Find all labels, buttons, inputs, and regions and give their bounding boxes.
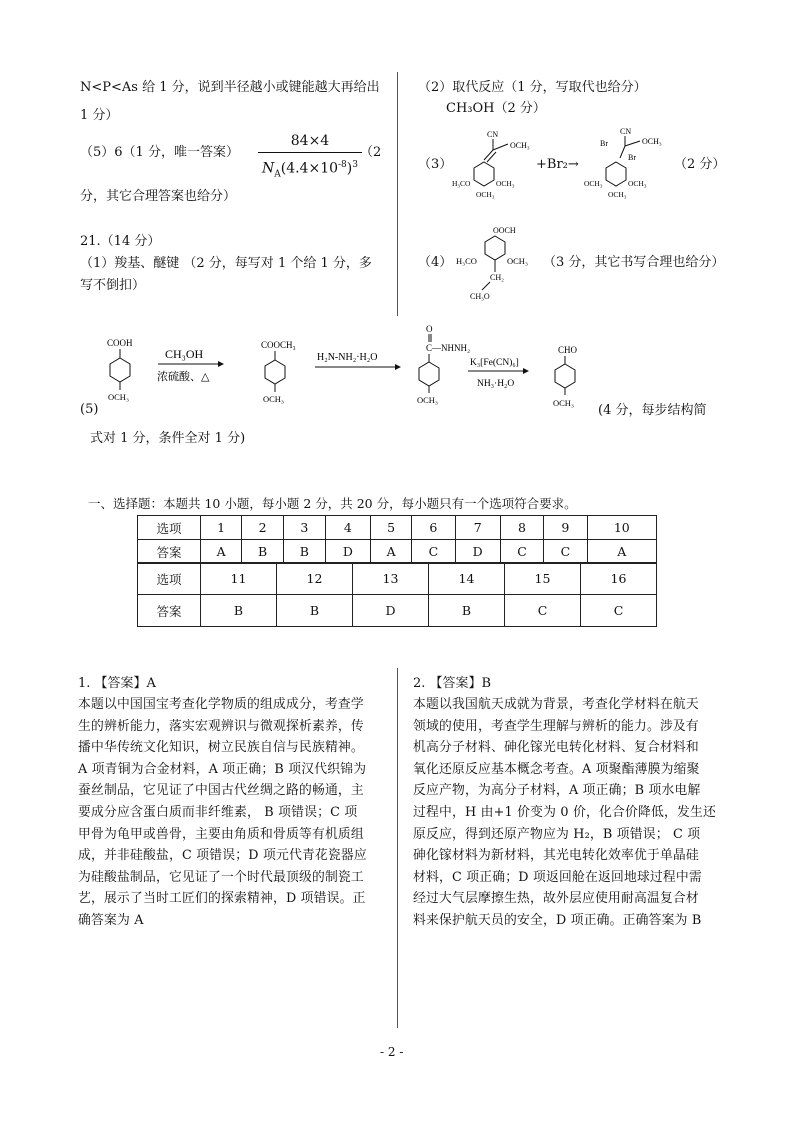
formula-denominator xyxy=(258,155,362,184)
table-cell: C xyxy=(500,540,543,564)
q3-label: （3） xyxy=(418,157,453,172)
table-cell: 4 xyxy=(325,516,370,540)
table-cell: C xyxy=(505,595,581,627)
reactant-cn: CN xyxy=(487,130,499,139)
table-cell: A xyxy=(201,540,242,564)
table-cell: B xyxy=(201,595,277,627)
q4-ch3o: CH₃O xyxy=(470,292,490,301)
q4-score: （3 分，其它书写合理也给分） xyxy=(543,255,725,270)
product-och3-bottom: OCH₃ xyxy=(608,190,627,199)
q21-title: 21.（14 分） xyxy=(80,234,161,249)
answer2-line: 料来保护航天员的安全，D 项正确。正确答案为 B xyxy=(413,912,702,928)
formula-na-sub: A xyxy=(274,169,281,180)
answer1-line: 甲骨为龟甲或兽骨，主要由角质和骨质等有机质组 xyxy=(78,826,364,842)
page-number: - 2 - xyxy=(380,1045,404,1059)
formula-numerator: 84×4 xyxy=(290,133,330,149)
route-reagent2-top: H₂N-NH₂·H₂O xyxy=(317,352,378,363)
answer1-line: 确答案为 A xyxy=(78,912,144,928)
answer1-body xyxy=(78,694,390,932)
q2-answer-b: CH₃OH（2 分） xyxy=(446,101,546,116)
answer-table-top xyxy=(137,515,657,564)
table-cell: 15 xyxy=(505,563,581,595)
answer1-line: 播中华传统文化知识，树立民族自信与民族精神。 xyxy=(78,740,364,756)
answer2-line: 砷化镓材料为新材料，其光电转化效率优于单晶硅 xyxy=(413,848,699,864)
route-cooch3-label: COOCH₃ xyxy=(261,340,296,350)
route-mol-cooh xyxy=(107,338,133,402)
table-cell: 13 xyxy=(353,563,429,595)
product-h3co: OCH₃ xyxy=(584,179,603,188)
route-och3-3: OCH₃ xyxy=(417,395,438,405)
formula-close: ) xyxy=(346,160,353,177)
table-cell: 9 xyxy=(544,516,587,540)
top-left-line4: 分，其它合理答案也给分） xyxy=(80,189,237,204)
answer2-title: 2. 【答案】B xyxy=(413,676,492,691)
table-row-label: 选项 xyxy=(138,516,201,540)
product-och3-top: OCH₃ xyxy=(642,137,662,146)
reactant-och3-bottom: OCH₃ xyxy=(476,190,495,199)
product-br-left: Br xyxy=(600,139,608,148)
answer1-line: 为硅酸盐制品，它见证了一个时代最顶级的制瓷工 xyxy=(78,869,364,885)
table-cell: 1 xyxy=(201,516,242,540)
table-cell: 2 xyxy=(242,516,284,540)
q3-product-structure xyxy=(582,124,672,204)
answer1-title: 1. 【答案】A xyxy=(78,676,156,691)
answer1-line: 要成分应含蛋白质而非纤维素， B 项错误；C 项 xyxy=(78,804,358,820)
fraction-bar xyxy=(258,152,362,153)
route-och3-4: OCH₃ xyxy=(553,398,574,408)
density-formula xyxy=(258,131,362,184)
table-cell: 12 xyxy=(277,563,353,595)
answer2-line: 领域的使用，考查学生理解与辨析的能力。涉及有 xyxy=(413,718,699,734)
table-cell: A xyxy=(587,540,656,564)
table-cell: D xyxy=(353,595,429,627)
route-cooh-label: COOH xyxy=(107,338,133,348)
route-reagent1-bottom: 浓硫酸、△ xyxy=(157,371,210,383)
answer1-line: 成，并非硅酸盐，C 项错误；D 项元代青花瓷器应 xyxy=(78,848,367,864)
bottom-column-divider xyxy=(397,668,398,1028)
top-left-line1: N<P<As 给 1 分，说到半径越小或键能越大再给出 xyxy=(80,80,380,95)
formula-rest: (4.4×10 xyxy=(280,160,339,177)
route-label: (5) xyxy=(80,402,99,417)
route-score-b: 式对 1 分，条件全对 1 分) xyxy=(90,431,246,446)
route-score-a: (4 分，每步结构简 xyxy=(598,403,707,418)
table-cell: A xyxy=(371,540,412,564)
q4-h3co: H₃CO xyxy=(456,256,477,266)
answer-table-bottom xyxy=(137,562,657,627)
top-column-divider xyxy=(397,72,398,316)
top-left-line2: 1 分） xyxy=(80,108,119,123)
q2-answer: （2）取代反应（1 分，写取代也给分） xyxy=(418,80,647,95)
answer1-line: A 项青铜为合金材料，A 项正确；B 项汉代织锦为 xyxy=(78,761,367,777)
q21-part1-a: （1）羧基、醚键 （2 分，每写对 1 个给 1 分，多 xyxy=(80,256,372,271)
table-cell: 5 xyxy=(371,516,412,540)
section1-heading: 一、选择题：本题共 10 小题，每小题 2 分，共 20 分，每小题只有一个选项符合要求。 xyxy=(88,496,577,511)
q3-plus-br2: +Br₂→ xyxy=(536,157,579,172)
answer2-line: 过程中，H 由+1 价变为 0 价，化合价降低，发生还 xyxy=(413,804,716,820)
answer1-line: 艺，展示了当时工匠们的探索精神，D 项错误。正 xyxy=(78,891,366,907)
answer2-line: 材料，C 项正确；D 项返回舱在返回地球过程中需 xyxy=(413,869,702,885)
table-cell: 6 xyxy=(412,516,455,540)
q21-part1-b: 写不倒扣） xyxy=(80,278,146,293)
route-mol-hydrazide xyxy=(417,324,470,405)
answer2-line: 机高分子材料、砷化镓光电转化材料、复合材料和 xyxy=(413,740,699,756)
answer1-line: 本题以中国国宝考查化学物质的组成成分，考查学 xyxy=(78,697,364,712)
route-hydrazide-label: C—NHNH₂ xyxy=(426,343,471,353)
table-cell: B xyxy=(277,595,353,627)
answer2-line: 经过大气层摩擦生热，故外层应使用耐高温复合材 xyxy=(413,891,699,907)
table-cell: B xyxy=(283,540,325,564)
route-reagent3-top: K₃[Fe(CN)₆] xyxy=(470,358,519,368)
q4-label: （4） xyxy=(418,255,453,270)
route-reagent1-top: CH₃OH xyxy=(165,347,204,361)
table-row-label: 选项 xyxy=(138,563,201,595)
product-br-right: Br xyxy=(628,153,636,162)
table-cell: C xyxy=(544,540,587,564)
table-cell: 16 xyxy=(581,563,657,595)
table-cell: 10 xyxy=(587,516,656,540)
formula-exp: -8 xyxy=(338,160,347,170)
route-reagent3-bottom: NH₃·H₂O xyxy=(477,379,515,389)
table-cell: 8 xyxy=(500,516,543,540)
q5-label: （5）6（1 分，唯一答案） xyxy=(80,145,239,160)
product-och3-right: OCH₃ xyxy=(628,179,647,188)
answer2-body xyxy=(413,694,727,932)
route-och3-1: OCH₃ xyxy=(108,392,129,402)
answer2-line: 反应产物，为高分子材料，A 项正确；B 项水电解 xyxy=(413,783,701,799)
route-cho-label: CHO xyxy=(558,345,578,355)
answer2-line: 氧化还原反应基本概念考查。A 项聚酯薄膜为缩聚 xyxy=(413,761,700,777)
table-cell: D xyxy=(325,540,370,564)
table-cell: C xyxy=(412,540,455,564)
route-hydrazide-o: O xyxy=(426,324,433,334)
q3-score: （2 分） xyxy=(674,157,726,172)
table-row-label: 答案 xyxy=(138,540,201,564)
reactant-och3-top: OCH₃ xyxy=(510,141,530,150)
answer1-line: 蚕丝制品，它见证了中国古代丝绸之路的畅通，主 xyxy=(78,783,364,799)
table-cell: C xyxy=(581,595,657,627)
answer2-line: 原反应，得到还原产物应为 H₂，B 项错误； C 项 xyxy=(413,826,701,842)
table-cell: 3 xyxy=(283,516,325,540)
q4-ch2: CH₂ xyxy=(490,273,504,282)
product-cn: CN xyxy=(620,127,632,136)
answer1-line: 生的辨析能力，落实宏观辨识与微观探析素养，传 xyxy=(78,718,364,734)
formula-after: （2 xyxy=(360,145,382,160)
route-mol-ester xyxy=(261,340,296,404)
reactant-h3co: H₃CO xyxy=(452,179,471,188)
table-cell: B xyxy=(429,595,505,627)
table-row-label: 答案 xyxy=(138,595,201,627)
table-cell: 11 xyxy=(201,563,277,595)
answer2-line: 本题以我国航天成就为背景，考查化学材料在航天 xyxy=(413,697,699,712)
table-cell: B xyxy=(242,540,284,564)
table-cell: 7 xyxy=(455,516,500,540)
formula-na: N xyxy=(261,160,275,177)
formula-pow: 3 xyxy=(352,160,358,170)
route-mol-aldehyde xyxy=(553,345,578,408)
table-cell: 14 xyxy=(429,563,505,595)
q4-oocH: OOCH xyxy=(493,226,516,235)
q4-structure xyxy=(450,222,545,302)
table-cell: D xyxy=(455,540,500,564)
q3-reactant-structure xyxy=(450,124,540,204)
q4-och3: OCH₃ xyxy=(507,256,528,266)
reactant-och3-right: OCH₃ xyxy=(496,179,515,188)
route-och3-2: OCH₃ xyxy=(263,394,284,404)
